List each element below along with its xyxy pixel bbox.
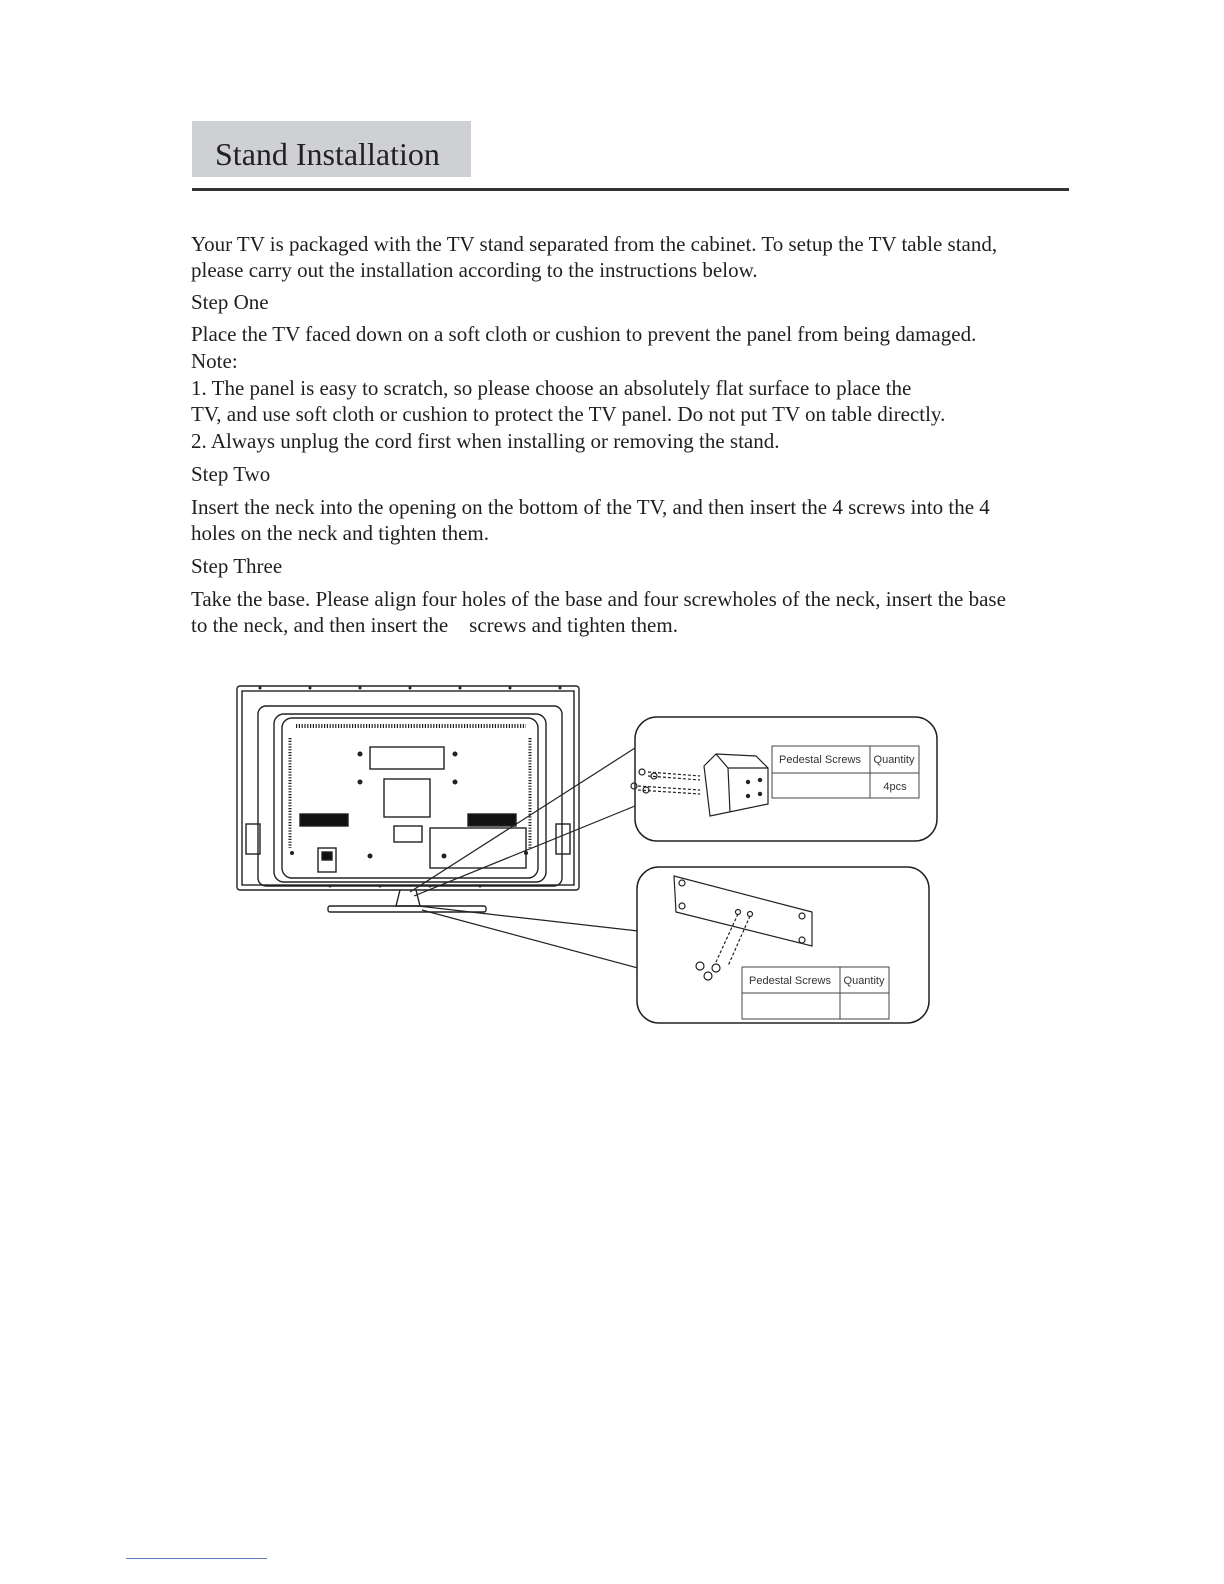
footnote-divider	[126, 1558, 267, 1559]
base-table-col2-header: Quantity	[843, 975, 885, 987]
note-1-line-2: TV, and use soft cloth or cushion to protect the TV panel. Do not put TV on table directly.	[191, 402, 946, 426]
step-three-heading: Step Three	[191, 554, 283, 578]
neck-detail-panel	[631, 717, 937, 841]
base-detail-panel	[637, 867, 929, 1023]
tv-rear-illustration	[237, 686, 579, 912]
intro-line-2: please carry out the installation according to the instructions below.	[191, 258, 758, 282]
note-2: 2. Always unplug the cord first when installing or removing the stand.	[191, 429, 780, 453]
step-one-text: Place the TV faced down on a soft cloth or cushion to prevent the panel from being damaged.	[191, 322, 977, 346]
step-one-heading: Step One	[191, 290, 269, 314]
neck-table-col2-header: Quantity	[873, 754, 915, 766]
step-two-heading: Step Two	[191, 462, 271, 486]
base-table-col1-header: Pedestal Screws	[749, 975, 831, 987]
title-rule	[192, 188, 1069, 191]
page-title: Stand Installation	[215, 136, 440, 172]
neck-table-col1-header: Pedestal Screws	[779, 754, 861, 766]
step-three-line-1: Take the base. Please align four holes of the base and four screwholes of the neck, insert the base	[191, 587, 1006, 611]
step-three-line-2: to the neck, and then insert the screws and tighten them.	[191, 613, 678, 637]
intro-line-1: Your TV is packaged with the TV stand separated from the cabinet. To setup the TV table stand,	[191, 232, 998, 256]
neck-screw-table	[772, 746, 919, 798]
note-label: Note:	[191, 349, 238, 373]
base-screw-table	[742, 967, 889, 1019]
step-two-line-1: Insert the neck into the opening on the bottom of the TV, and then insert the 4 screws into the 4	[191, 495, 990, 519]
stand-installation-diagram	[230, 678, 950, 1038]
note-1-line-1: 1. The panel is easy to scratch, so please choose an absolutely flat surface to place the	[191, 376, 912, 400]
step-two-line-2: holes on the neck and tighten them.	[191, 521, 490, 545]
neck-table-col2-value: 4pcs	[883, 781, 907, 793]
